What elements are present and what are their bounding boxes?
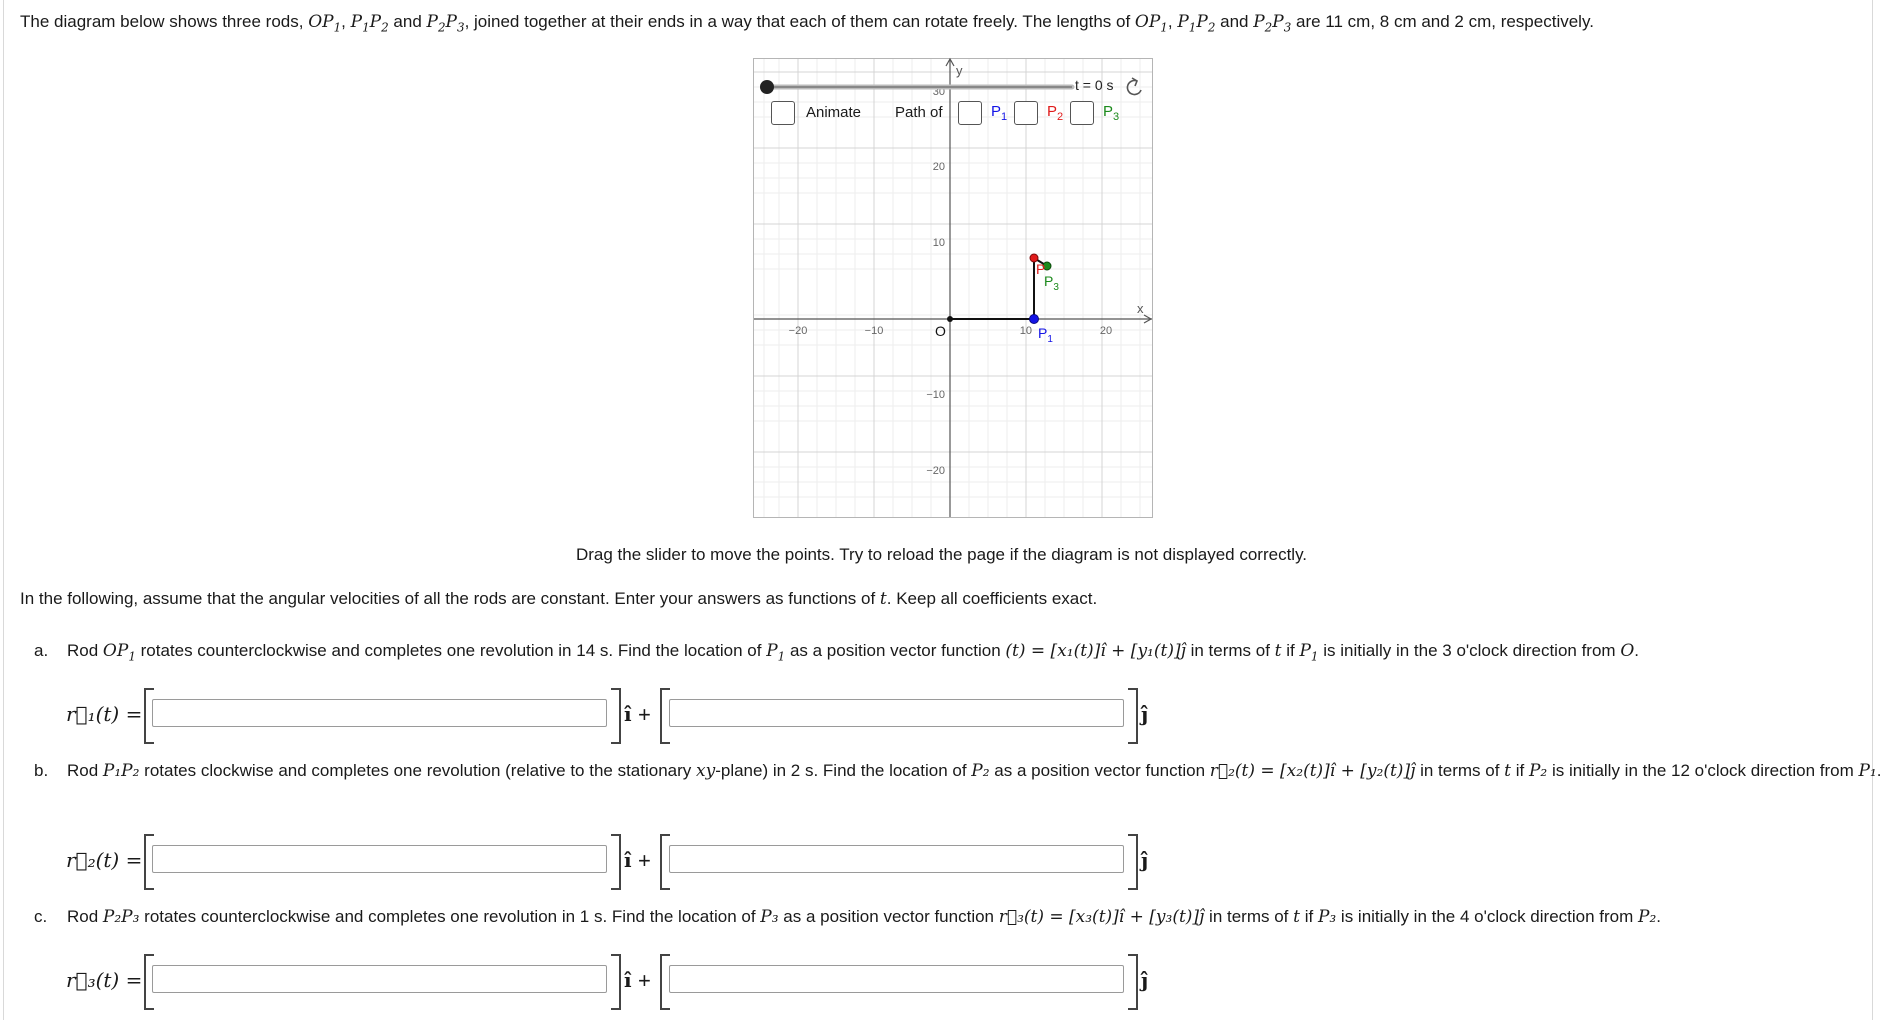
answer-c-lhs: r⃗₃(t) = [66, 968, 143, 992]
bracket-right [611, 954, 621, 1010]
question-b: b. Rod P₁P₂ rotates clockwise and completes one revolution (relative to the stationary xy-plane) in 2 s. Find the location of P₂ as a position vector function r⃗₂(t) = [x₂(t)]î + [y₂(t)]ĵ in terms of t if P₂ is initially in the 12 o'clock direction from P₁. [34, 761, 1882, 781]
y-tick: 10 [932, 237, 945, 249]
path-of-label: Path of [895, 104, 943, 121]
rod-p1p2: $P_1P_2$ [350, 12, 389, 35]
x-tick: 10 [1019, 325, 1032, 337]
question-c: c. Rod P₂P₃ rotates counterclockwise and completes one revolution in 1 s. Find the location of P₃ as a position vector function r⃗₃(t) = [x₃(t)]î + [y₃(t)]ĵ in terms of t if P₃ is initially in the 4 o'clock direction from P₂. [34, 907, 1662, 927]
answer-row-b [66, 834, 1166, 890]
r3-y-input[interactable] [669, 965, 1124, 993]
i-hat: î [624, 968, 632, 992]
origin-point [947, 316, 953, 322]
r2-y-input[interactable] [669, 845, 1124, 873]
minor-grid [754, 59, 1152, 517]
answer-a-lhs: r⃗₁(t) = [66, 702, 143, 726]
animate-label: Animate [806, 104, 862, 121]
plus-sign: + [638, 848, 651, 873]
p1-point-label: $P_1$ [1038, 325, 1053, 345]
intro-text: The diagram below shows three rods, $OP_1$, $P_1P_2$ and $P_2P_3$, joined together at their ends in a way that each of them can rotate freely. The lengths of $OP_1$, $P_1P_2$ and $P_2P_3$ are 11 cm, 8 cm and 2 cm, respectively. [20, 12, 1594, 35]
point-p1[interactable] [1030, 315, 1039, 324]
axes [754, 59, 1152, 517]
x-tick: 20 [1099, 325, 1113, 337]
y-tick: 20 [932, 161, 945, 173]
path-p3-label: $P_3$ [1103, 103, 1120, 123]
bracket-right [611, 834, 621, 890]
rods [950, 258, 1047, 319]
y-tick: −10 [926, 389, 945, 401]
rod-op1-2: $OP_1$ [1134, 12, 1168, 35]
rod-op1: $OP_1$ [308, 12, 342, 35]
r2-x-input[interactable] [152, 845, 607, 873]
assumption-text: In the following, assume that the angular velocities of all the rods are constant. Enter your answers as functions of t. Keep all coefficients exact. [20, 589, 1098, 609]
x-tick: −20 [788, 325, 808, 337]
y-tick: −20 [926, 465, 945, 477]
path-p2-label: $P_2$ [1047, 103, 1064, 123]
j-hat: ĵ [1141, 848, 1149, 872]
y-axis-label: y [956, 63, 963, 78]
bracket-right [1128, 954, 1138, 1010]
origin-label: O [935, 323, 946, 339]
answer-b-lhs: r⃗₂(t) = [66, 848, 143, 872]
path-p1-label: $P_1$ [991, 103, 1008, 123]
animate-checkbox[interactable] [771, 101, 795, 125]
major-grid [754, 59, 1152, 517]
reset-icon[interactable] [1127, 78, 1141, 95]
p2-point-label: P [1036, 261, 1046, 277]
y-tick: 30 [932, 86, 945, 98]
r1-y-input[interactable] [669, 699, 1124, 727]
path-p1-checkbox[interactable] [958, 101, 982, 125]
j-hat: ĵ [1141, 702, 1149, 726]
path-p2-checkbox[interactable] [1014, 101, 1038, 125]
bracket-right [611, 688, 621, 744]
question-page [3, 0, 1882, 1020]
plus-sign: + [638, 968, 651, 993]
i-hat: î [624, 848, 632, 872]
applet-caption: Drag the slider to move the points. Try to reload the page if the diagram is not displayed correctly. [575, 545, 1308, 564]
plus-sign: + [638, 702, 651, 727]
j-hat: ĵ [1141, 968, 1149, 992]
rod-p1p2-2: $P_1P_2$ [1177, 12, 1216, 35]
x-axis-label: x [1137, 301, 1144, 316]
question-a: a. Rod $OP_1$ rotates counterclockwise and completes one revolution in 14 s. Find the location of $P_1$ as a position vector function (t) = [x₁(t)]î + [y₁(t)]ĵ in terms of t if $P_1$ is initially in the 3 o'clock direction from O. [34, 641, 1639, 664]
geogebra-applet[interactable] [753, 58, 1153, 518]
answer-row-c [66, 954, 1166, 1010]
time-slider-handle[interactable] [760, 80, 774, 94]
rod-p2p3-2: $P_2P_3$ [1253, 12, 1292, 35]
rod-p2p3: $P_2P_3$ [426, 12, 465, 35]
r3-x-input[interactable] [152, 965, 607, 993]
slider-value-label: t = 0 s [1075, 77, 1114, 93]
bracket-right [1128, 688, 1138, 744]
bracket-right [1128, 834, 1138, 890]
r1-x-input[interactable] [152, 699, 607, 727]
path-p3-checkbox[interactable] [1070, 101, 1094, 125]
coordinate-plane [754, 59, 1152, 517]
answer-row-a [66, 688, 1166, 744]
x-tick: −10 [864, 325, 884, 337]
p3-point-label: $P_3$ [1044, 273, 1059, 293]
i-hat: î [624, 702, 632, 726]
